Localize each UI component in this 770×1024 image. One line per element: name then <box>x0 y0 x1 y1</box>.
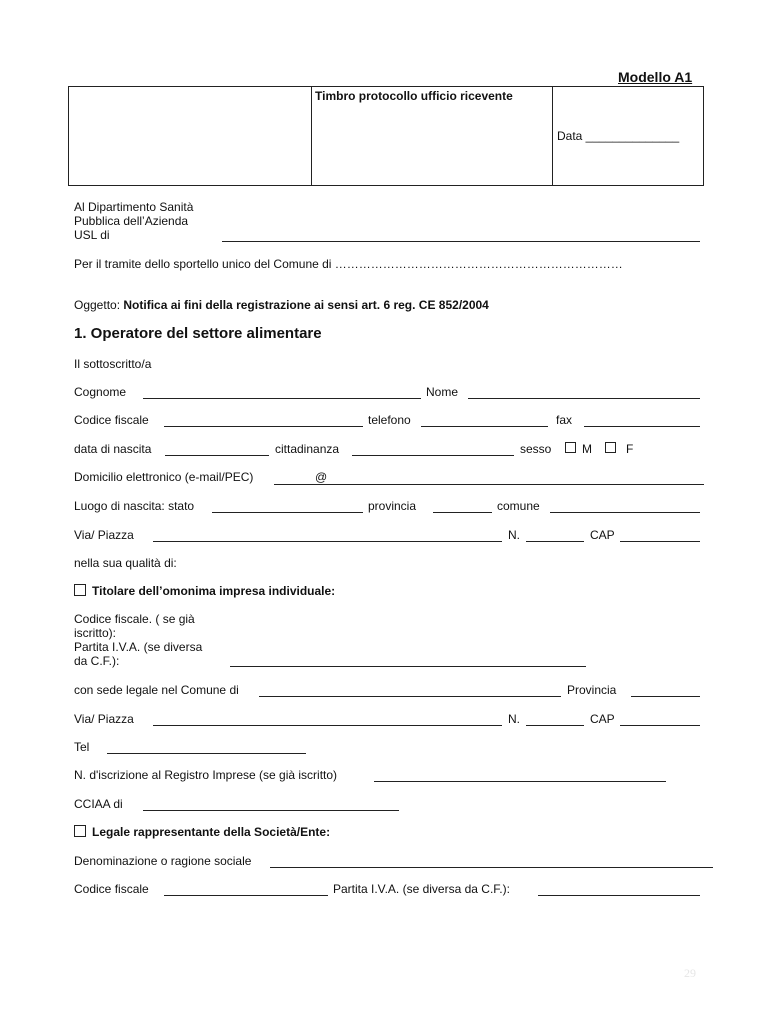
cittadinanza-field[interactable] <box>352 455 514 456</box>
data-nascita-field[interactable] <box>165 455 269 456</box>
model-label: Modello A1 <box>618 69 693 85</box>
denominazione-label: Denominazione o ragione sociale <box>74 854 252 868</box>
legale-checkbox[interactable] <box>74 825 86 837</box>
telefono-label: telefono <box>368 413 411 427</box>
undersigned-label: Il sottoscritto/a <box>74 357 152 371</box>
subject-text: Notifica ai fini della registrazione ai sensi art. 6 reg. CE 852/2004 <box>123 298 489 312</box>
legale-piva-label: Partita I.V.A. (se diversa da C.F.): <box>333 882 510 896</box>
tel-label: Tel <box>74 740 90 754</box>
usl-field[interactable] <box>222 241 700 242</box>
titolare-title: Titolare dell’omonima impresa individuale: <box>92 584 336 598</box>
cognome-label: Cognome <box>74 385 127 399</box>
cciaa-field[interactable] <box>143 810 399 811</box>
numero-label: N. <box>508 528 520 542</box>
fax-field[interactable] <box>584 426 700 427</box>
data-nascita-label: data di nascita <box>74 442 152 456</box>
sesso-m-label: M <box>582 442 592 456</box>
sesso-f-checkbox[interactable] <box>605 442 616 453</box>
sede-provincia-label: Provincia <box>567 683 617 697</box>
stamp-box-date-cell <box>553 87 704 186</box>
titolare-numero-label: N. <box>508 712 520 726</box>
section1-title: 1. Operatore del settore alimentare <box>74 325 322 342</box>
sesso-m-checkbox[interactable] <box>565 442 576 453</box>
titolare-cap-field[interactable] <box>620 725 700 726</box>
cognome-field[interactable] <box>143 398 421 399</box>
codice-fiscale-label: Codice fiscale <box>74 413 149 427</box>
stato-field[interactable] <box>212 512 363 513</box>
codice-fiscale-field[interactable] <box>164 426 363 427</box>
registro-field[interactable] <box>374 781 666 782</box>
legale-cf-label: Codice fiscale <box>74 882 149 896</box>
nome-field[interactable] <box>468 398 700 399</box>
subject-label: Oggetto: <box>74 298 124 312</box>
comune-label: comune <box>497 499 540 513</box>
page-number: 29 <box>684 966 696 980</box>
cap-label: CAP <box>590 528 615 542</box>
titolare-numero-field[interactable] <box>526 725 584 726</box>
titolare-cf-line-2: iscritto): <box>74 626 116 640</box>
recipient-line-1: Al Dipartimento Sanità <box>74 200 194 214</box>
at-sign: @ <box>315 470 328 484</box>
domicilio-label: Domicilio elettronico (e-mail/PEC) <box>74 470 254 484</box>
numero-field[interactable] <box>526 541 584 542</box>
stamp-box-blank-cell <box>69 87 312 186</box>
titolare-via-label: Via/ Piazza <box>74 712 134 726</box>
titolare-cf-piva-field[interactable] <box>230 666 586 667</box>
cittadinanza-label: cittadinanza <box>275 442 340 456</box>
date-label: Data ______________ <box>557 129 680 143</box>
qualita-label: nella sua qualità di: <box>74 556 177 570</box>
provincia-field[interactable] <box>433 512 492 513</box>
subject <box>74 298 489 312</box>
sesso-label: sesso <box>520 442 552 456</box>
domicilio-field[interactable] <box>274 484 704 485</box>
fax-label: fax <box>556 413 573 427</box>
titolare-via-field[interactable] <box>153 725 502 726</box>
titolare-cf-line-1: Codice fiscale. ( se già <box>74 612 195 626</box>
sede-provincia-field[interactable] <box>631 696 700 697</box>
provincia-label: provincia <box>368 499 417 513</box>
titolare-cap-label: CAP <box>590 712 615 726</box>
via-piazza-field[interactable] <box>153 541 502 542</box>
denominazione-field[interactable] <box>270 867 713 868</box>
sede-legale-label: con sede legale nel Comune di <box>74 683 239 697</box>
cciaa-label: CCIAA di <box>74 797 123 811</box>
sesso-f-label: F <box>626 442 634 456</box>
cap-field[interactable] <box>620 541 700 542</box>
legale-cf-field[interactable] <box>164 895 328 896</box>
legale-title: Legale rappresentante della Società/Ente: <box>92 825 331 839</box>
via-piazza-label: Via/ Piazza <box>74 528 134 542</box>
titolare-checkbox[interactable] <box>74 584 86 596</box>
telefono-field[interactable] <box>421 426 548 427</box>
titolare-piva-line-1: Partita I.V.A. (se diversa <box>74 640 203 654</box>
stamp-box <box>68 86 704 186</box>
legale-piva-field[interactable] <box>538 895 700 896</box>
recipient-line-2: Pubblica dell’Azienda <box>74 214 189 228</box>
luogo-nascita-label: Luogo di nascita: stato <box>74 499 195 513</box>
stamp-box-protocol-cell <box>312 87 553 186</box>
recipient-line-3: USL di <box>74 228 110 242</box>
comune-line: Per il tramite dello sportello unico del Comune di ……………………………………………………………… <box>74 257 623 271</box>
comune-field[interactable] <box>550 512 700 513</box>
titolare-piva-line-2: da C.F.): <box>74 654 120 668</box>
sede-legale-field[interactable] <box>259 696 561 697</box>
tel-field[interactable] <box>107 753 306 754</box>
registro-label: N. d'iscrizione al Registro Imprese (se già iscritto) <box>74 768 338 782</box>
stamp-label: Timbro protocollo ufficio ricevente <box>315 89 513 103</box>
nome-label: Nome <box>426 385 459 399</box>
